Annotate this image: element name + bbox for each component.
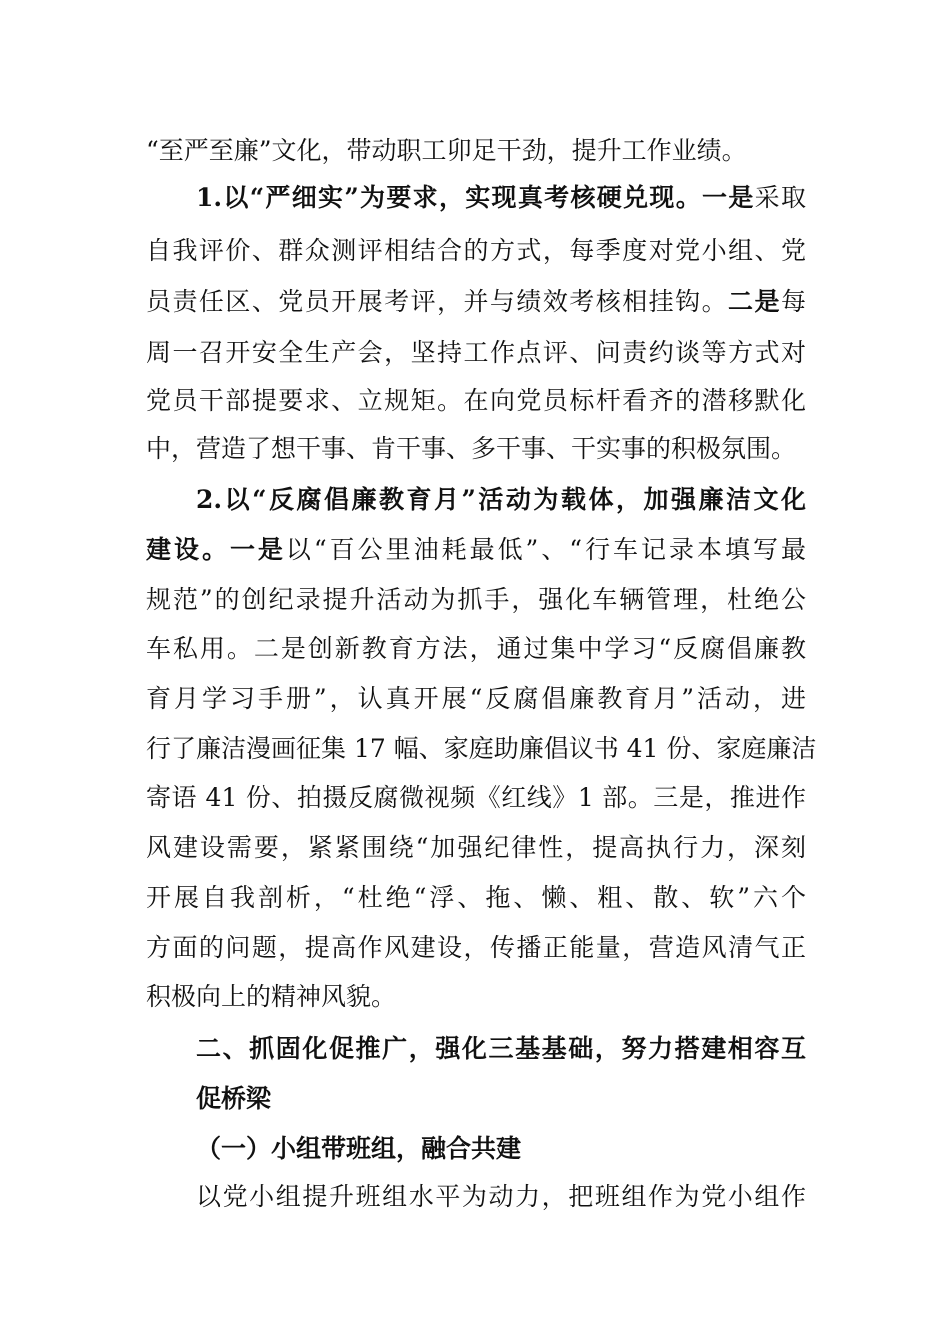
body-text-line (146, 336, 806, 370)
text-run: 方面的问题，提高作风建设，传播正能量，营造风清气正 (146, 933, 806, 962)
section-heading-line (196, 1032, 806, 1066)
bold-heading-run: 1.以“严细实”为要求，实现真考核硬兑现。 (196, 183, 703, 212)
text-run: 每 (780, 287, 806, 316)
text-run: 以“百公里油耗最低”、“行车记录本填写最 (285, 535, 806, 564)
bold-heading-run: 建设。 (146, 535, 230, 564)
body-text-line (146, 234, 806, 268)
text-run: 以党小组提升班组水平为动力，把班组作为党小组作 (196, 1182, 806, 1211)
subsection-title-text: （一）小组带班组，融合共建 (196, 1134, 522, 1163)
subsection-heading-line (196, 181, 806, 215)
bold-keyword-run: 一是 (229, 535, 286, 564)
text-run: 风建设需要，紧紧围绕“加强纪律性，提高执行力，深刻 (146, 833, 806, 862)
body-text-line (146, 134, 806, 168)
body-text-line (146, 432, 806, 466)
text-run: 采取 (754, 183, 806, 212)
body-text-line (146, 732, 817, 766)
text-run: 中，营造了想干事、肯干事、多干事、干实事的积极氛围。 (146, 434, 797, 463)
text-run: 规范”的创纪录提升活动为抓手，强化车辆管理，杜绝公 (146, 585, 806, 614)
body-text-line (146, 632, 806, 666)
body-text-line (146, 285, 806, 319)
body-text-line (146, 583, 806, 617)
text-run: 党员干部提要求、立规矩。在向党员标杆看齐的潜移默化 (146, 386, 806, 415)
section-heading-text: 二、抓固化促推广，强化三基基础，努力搭建相容互 (196, 1034, 806, 1063)
text-run: 寄语 41 份、拍摄反腐微视频《红线》1 部。三是，推进作 (146, 783, 806, 812)
body-text-line (146, 881, 806, 915)
body-text-line (196, 1180, 806, 1214)
text-run: 员责任区、党员开展考评，并与绩效考核相挂钩。 (146, 287, 729, 316)
body-text-line (146, 384, 806, 418)
text-run: 积极向上的精神风貌。 (146, 982, 397, 1011)
bold-keyword-run: 二是 (728, 287, 781, 316)
bold-heading-run: 2.以“反腐倡廉教育月”活动为载体，加强廉洁文化 (196, 485, 806, 514)
bold-keyword-run: 一是 (702, 183, 755, 212)
section-heading-text: 促桥梁 (196, 1084, 272, 1113)
body-text-line (146, 931, 806, 965)
text-run: “至严至廉”文化，带动职工卯足干劲，提升工作业绩。 (146, 136, 747, 165)
body-text-line (146, 682, 806, 716)
text-run: 开展自我剖析，“杜绝“浮、拖、懒、粗、散、软”六个 (146, 883, 806, 912)
subsection-title-line (196, 1132, 806, 1166)
body-text-line (146, 980, 806, 1014)
text-run: 周一召开安全生产会，坚持工作点评、问责约谈等方式对 (146, 338, 806, 367)
section-heading-line (196, 1082, 806, 1116)
body-text-line (146, 831, 806, 865)
subsection-heading-line (196, 483, 806, 517)
text-run: 车私用。二是创新教育方法，通过集中学习“反腐倡廉教 (146, 634, 806, 663)
text-run: 行了廉洁漫画征集 17 幅、家庭助廉倡议书 41 份、家庭廉洁 (146, 734, 817, 763)
text-run: 自我评价、群众测评相结合的方式，每季度对党小组、党 (146, 236, 806, 265)
text-run: 育月学习手册”，认真开展“反腐倡廉教育月”活动，进 (146, 684, 806, 713)
body-text-line (146, 533, 806, 567)
body-text-line (146, 781, 806, 815)
